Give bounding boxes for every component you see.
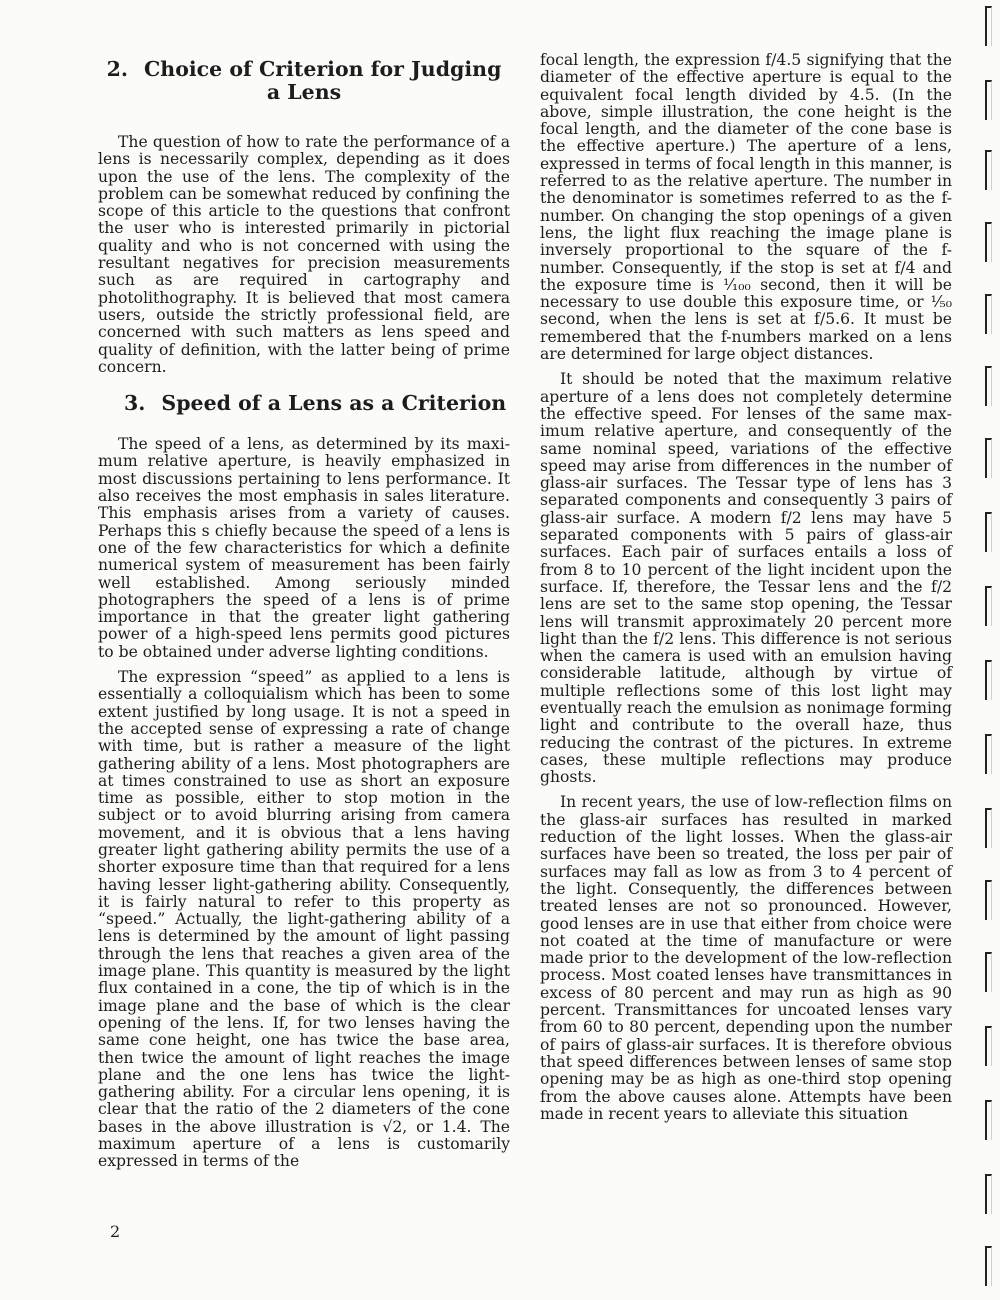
binding-mark xyxy=(985,880,992,920)
section-3-number: 3. xyxy=(124,391,146,416)
right-paragraph-3: In recent years, the use of low-reflection films on the glass-air surfaces has resulted in marked reduction of the light losses. When the glass-air surfaces have been so treated, the loss per pair of surfaces may fall as low as from 3 to 4 percent of the light. Consequently, the differences between treated lenses are not so pronounced. However, good lenses are in use that either from choice were not coated at the time of manufacture or were made prior to the development of the low-reflection process. Most coated lenses have transmittances in excess of 80 percent and may run as high as 90 percent. Transmittances for uncoated lenses vary from 60 to 80 percent, depending upon the number of pairs of glass-air surfaces. It is therefore obvious that speed differences between lenses of same stop opening may be as high as one-third stop opening from the above causes alone. Attempts have been made in recent years to alleviate this situation xyxy=(540,793,952,1123)
right-paragraph-2: It should be noted that the maximum relative aperture of a lens does not completely determine the effective speed. For lenses of the same maximum relative aperture, and consequently of the same nominal speed, variations of the effective speed may arise from differences in the number of glass-air surfaces. The Tessar type of lens has 3 separated components and consequently 3 pairs of glass-air surface. A modern f/2 lens may have 5 separated components with 5 pairs of glass-air surfaces. Each pair of surfaces entails a loss of from 8 to 10 percent of the light incident upon the surface. If, therefore, the Tessar lens and the f/2 lens are set to the same stop opening, the Tessar lens will transmit approximately 20 percent more light than the f/2 lens. This difference is not serious when the camera is used with an emulsion having considerable latitude, although by virtue of multiple reflections some of this lost light may eventually reach the emulsion as nonimage forming light and contribute to the overall haze, thus reducing the contrast of the pictures. In extreme cases, these multiple reflections may produce ghosts. xyxy=(540,370,952,787)
binding-mark xyxy=(985,586,992,626)
binding-mark xyxy=(985,438,992,478)
binding-mark xyxy=(985,660,992,700)
binding-mark xyxy=(985,80,992,120)
binding-mark xyxy=(985,512,992,552)
left-column xyxy=(98,56,510,1179)
right-paragraph-1: focal length, the expression f/4.5 signifying that the diameter of the effective aperture is equal to the equivalent focal length divided by 4.5. (In the above, simple illustration, the cone height is the focal length, and the diameter of the cone base is the effective aperture.) The aperture of a lens, expressed in terms of focal length in this manner, is referred to as the relative aperture. The number in the denominator is sometimes referred to as the f-number. On changing the stop openings of a given lens, the light flux reaching the image plane is inversely proportional to the square of the f-number. Consequently, if the stop is set at f/4 and the exposure time is ¹⁄₁₀₀ second, then it will be necessary to use double this exposure time, or ¹⁄₅₀ second, when the lens is set at f/5.6. It must be remembered that the f-numbers marked on a lens are determined for large object distances. xyxy=(540,51,952,364)
section-2-number: 2. xyxy=(106,57,128,81)
section-3-heading xyxy=(98,392,510,415)
page-number: 2 xyxy=(110,1222,121,1241)
section-2-paragraph: The question of how to rate the performance of a lens is necessarily complex, depending as it does upon the use of the lens. The complexity of the problem can be somewhat reduced by confining the scope of this article to the questions that confront the user who is interested primarily in pictorial quality and who is not concerned with using the resultant negatives for precision measurements such as are required in cartography and photolithography. It is believed that most camera users, outside the strictly professional field, are concerned with such matters as lens speed and quality of definition, with the latter being of prime concern. xyxy=(98,133,510,376)
binding-mark xyxy=(985,6,992,46)
binding-mark xyxy=(985,294,992,334)
binding-mark xyxy=(985,1174,992,1214)
binding-mark xyxy=(985,952,992,992)
right-column xyxy=(540,52,952,1131)
section-2-title: Choice of Criterion for Judging a Lens xyxy=(143,57,502,104)
binding-mark xyxy=(985,1246,992,1286)
binding-mark xyxy=(985,734,992,774)
section-3-paragraph-1: The speed of a lens, as determined by its maximum relative aperture, is heavily emphasized in most discussions pertaining to lens performance. It also receives the most emphasis in sales literature. This emphasis arises from a variety of causes. Perhaps this s chiefly because the speed of a lens is one of the few characteristics for which a definite numerical system of measurement has been fairly well established. Among seriously minded photographers the speed of a lens is of prime importance in that the greater light gathering power of a high-speed lens permits good pictures to be obtained under adverse lighting conditions. xyxy=(98,435,510,661)
section-2-heading xyxy=(98,58,510,104)
section-3-paragraph-2: The expression “speed” as applied to a lens is essentially a colloquialism which has been to some extent justified by long usage. It is not a speed in the accepted sense of expressing a rate of change with time, but is rather a measure of the light gathering ability of a lens. Most photographers are at times constrained to use as short an exposure time as possible, either to stop motion in the subject or to avoid blurring arising from camera movement, and it is obvious that a lens having greater light gathering ability permits the use of a shorter exposure time than that required for a lens having lesser light-gathering ability. Consequently, it is fairly natural to refer to this property as “speed.” Actually, the light-gathering ability of a lens is determined by the amount of light passing through the lens that reaches a given area of the image plane. This quantity is measured by the light flux contained in a cone, the tip of which is in the image plane and the base of which is the clear opening of the lens. If, for two lenses having the same cone height, one has twice the base area, then twice the amount of light reaches the image plane and the one lens has twice the light-gathering ability. For a circular lens opening, it is clear that the ratio of the 2 diameters of the cone bases in the above illustration is √2, or 1.4. The maximum aperture of a lens is customarily expressed in terms of the xyxy=(98,668,510,1171)
section-3-title: Speed of a Lens as a Criterion xyxy=(161,391,507,416)
binding-mark xyxy=(985,222,992,262)
binding-mark xyxy=(985,1100,992,1140)
binding-mark xyxy=(985,808,992,848)
binding-mark xyxy=(985,150,992,190)
binding-mark xyxy=(985,1026,992,1066)
binding-mark xyxy=(985,366,992,406)
